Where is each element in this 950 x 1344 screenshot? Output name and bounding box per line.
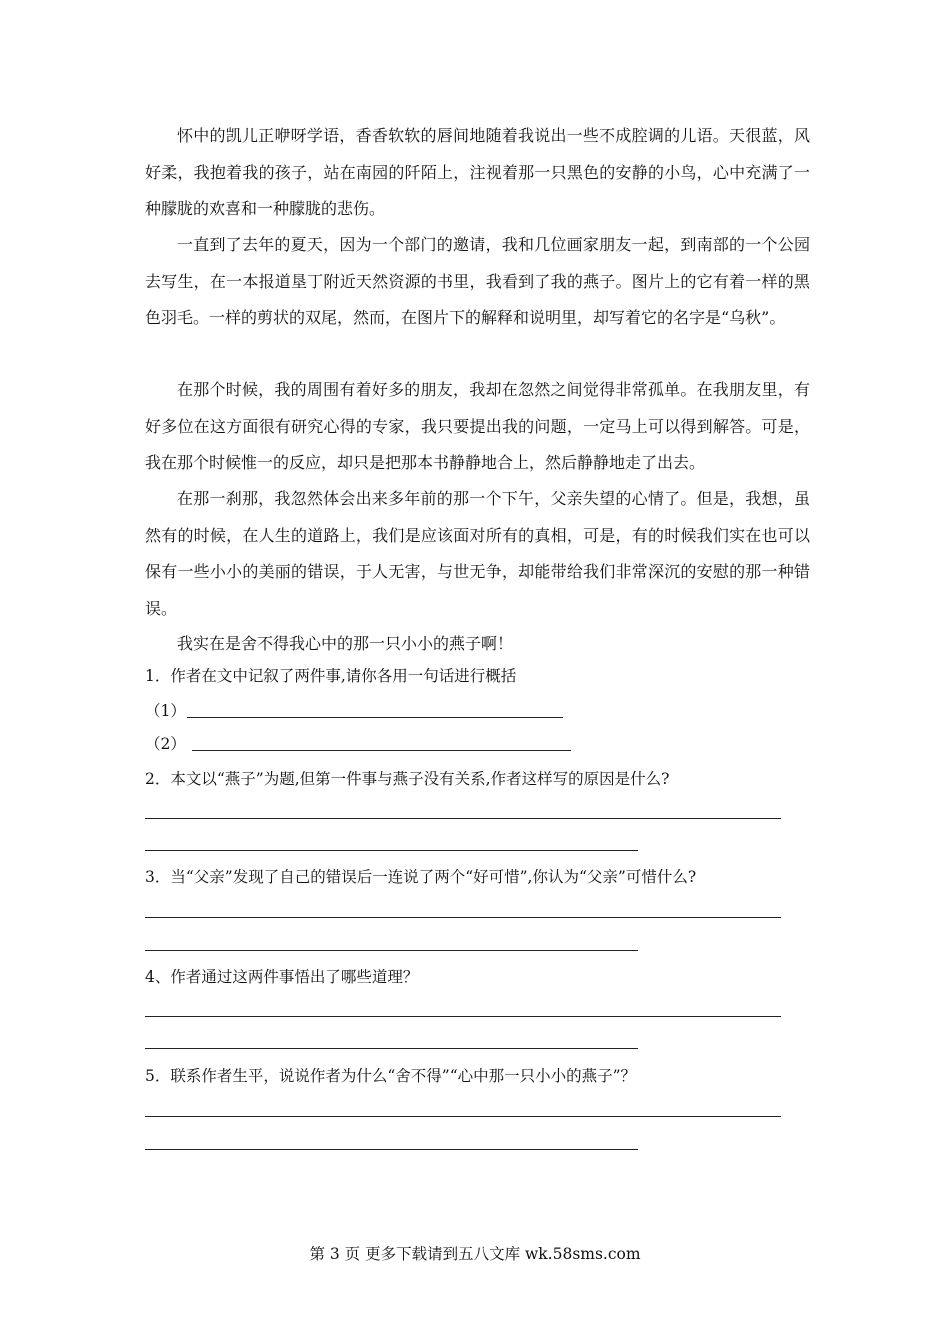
page-footer: 第 3 页 更多下载请到五八文库 wk.58sms.com (309, 1245, 641, 1263)
question-1: 1．作者在文中记叙了两件事,请你各用一句话进行概括 (145, 667, 517, 685)
question-4: 4、作者通过这两件事悟出了哪些道理？ (145, 968, 419, 986)
question-3: 3．当“父亲”发现了自己的错误后一连说了两个“好可惜”,你认为“父亲”可惜什么? (145, 868, 697, 886)
passage-paragraph-5: 我实在是舍不得我心中的那一只小小的燕子啊！ (177, 634, 514, 653)
answer-line-1-2[interactable] (192, 750, 571, 751)
answer-line-5-1[interactable] (145, 1116, 781, 1117)
question-1-sub-1-label: （1） (145, 702, 186, 720)
answer-line-2-2[interactable] (145, 850, 638, 851)
answer-line-2-1[interactable] (145, 818, 781, 819)
passage-paragraph-2: 一直到了去年的夏天，因为一个部门的邀请，我和几位画家朋友一起，到南部的一个公园去写生，在一本报道垦丁附近天然资源的书里，我看到了我的燕子。图片上的它有着一样的黑色羽毛。一样的剪状的双尾，然而，在图片下的解释和说明里，却写着它的名字是“乌秋”。 (145, 235, 810, 327)
answer-line-5-2[interactable] (145, 1149, 638, 1150)
answer-line-4-1[interactable] (145, 1016, 781, 1017)
question-2: 2．本文以“燕子”为题,但第一件事与燕子没有关系,作者这样写的原因是什么? (145, 770, 670, 788)
answer-line-4-2[interactable] (145, 1048, 638, 1049)
question-1-sub-2-label: （2） (145, 735, 186, 753)
question-5: 5．联系作者生平，说说作者为什么“舍不得”“心中那一只小小的燕子”？ (145, 1067, 637, 1085)
answer-line-3-2[interactable] (145, 950, 638, 951)
answer-line-1-1[interactable] (187, 717, 563, 718)
passage-paragraph-4: 在那一刹那，我忽然体会出来多年前的那一个下午，父亲失望的心情了。但是，我想，虽然有的时候，在人生的道路上，我们是应该面对所有的真相，可是，有的时候我们实在也可以保有一些小小的美丽的错误，于人无害，与世无争，却能带给我们非常深沉的安慰的那一种错误。 (145, 489, 810, 618)
passage-paragraph-3: 在那个时候，我的周围有着好多的朋友，我却在忽然之间觉得非常孤单。在我朋友里，有好多位在这方面很有研究心得的专家，我只要提出我的问题，一定马上可以得到解答。可是，我在那个时候惟一的反应，却只是把那本书静静地合上，然后静静地走了出去。 (145, 380, 810, 472)
answer-line-3-1[interactable] (145, 917, 781, 918)
passage-paragraph-1: 怀中的凯儿正咿呀学语，香香软软的唇间地随着我说出一些不成腔调的儿语。天很蓝，风好柔，我抱着我的孩子，站在南园的阡陌上，注视着那一只黑色的安静的小鸟，心中充满了一种朦胧的欢喜和一种朦胧的悲伤。 (145, 126, 810, 218)
